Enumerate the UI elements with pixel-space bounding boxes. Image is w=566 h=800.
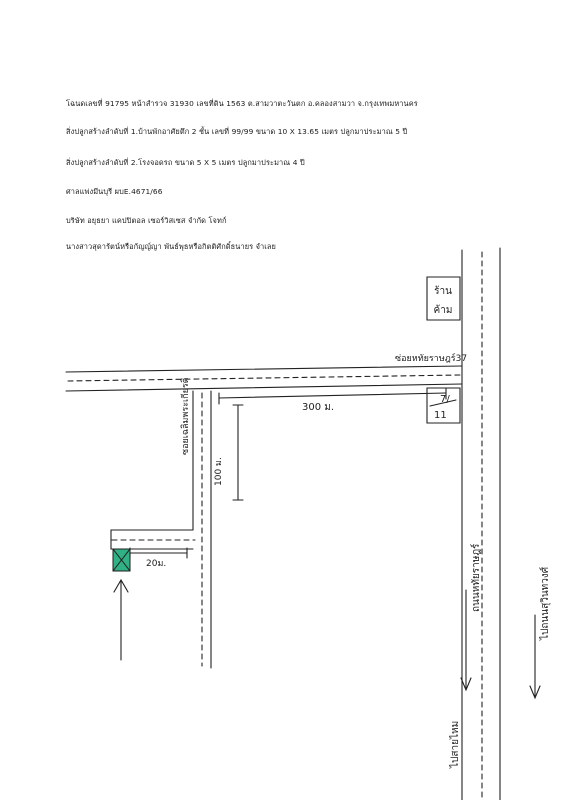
soi-centerline (68, 375, 460, 381)
distance-100-label: 100 ม. (214, 457, 224, 486)
shop-label-bottom: ค้าม (433, 305, 453, 316)
arrow-to-plot (114, 580, 128, 660)
direction-left-label: ไปสายไหม (450, 720, 461, 768)
building-1-line: สิ่งปลูกสร้างลำดับที่ 1.บ้านพักอาศัยตึก 2 ชั้น เลขที่ 99/99 ขนาด 10 X 13.65 เมตร ปลูกมาประมาณ 5 ปี (66, 127, 408, 136)
sign-label-bottom: 11 (434, 410, 447, 421)
distance-20-label: 20ม. (146, 559, 167, 569)
side-soi-label: ซอยเฉลิมพระเกียรติ (181, 377, 191, 455)
dimension-300-line (219, 393, 446, 398)
main-road-label: ถนนหทัยราษฎร์ (471, 543, 482, 612)
soi-top-edge (66, 366, 462, 372)
main-soi-label: ซ่อยหทัยราษฎร์37 (395, 354, 468, 364)
court-case-line: ศาลแพ่งมีนบุรี ผบE.4671/66 (66, 187, 163, 196)
shop-label-top: ร้าน (434, 286, 452, 297)
plot-marker (113, 549, 130, 571)
distance-300-label: 300 ม. (302, 402, 335, 413)
direction-right-label: ไปถนนสุวินทวงศ์ (540, 566, 551, 640)
arrow-down-right (530, 615, 540, 698)
building-2-line: สิ่งปลูกสร้างลำดับที่ 2.โรงจอดรถ ขนาด 5 X 5 เมตร ปลูกมาประมาณ 4 ปี (66, 158, 305, 167)
plaintiff-line: บริษัท อยุธยา แคปปิตอล เซอร์วิสเซส จำกัด โจทก์ (66, 216, 227, 225)
sign-label-top: 7/ (440, 394, 450, 405)
title-deed-line: โฉนดเลขที่ 91795 หน้าสำรวจ 31930 เลขที่ดิน 1563 ต.สามวาตะวันตก อ.คลองสามวา จ.กรุงเทพมหานคร (66, 99, 418, 108)
defendant-line: นางสาวสุดารัตน์หรือกัญญ์ญา พันธ์พุธหรือกิตติศักดิ์ธนายร จำเลย (66, 242, 276, 251)
soi-bottom-edge (66, 384, 462, 391)
